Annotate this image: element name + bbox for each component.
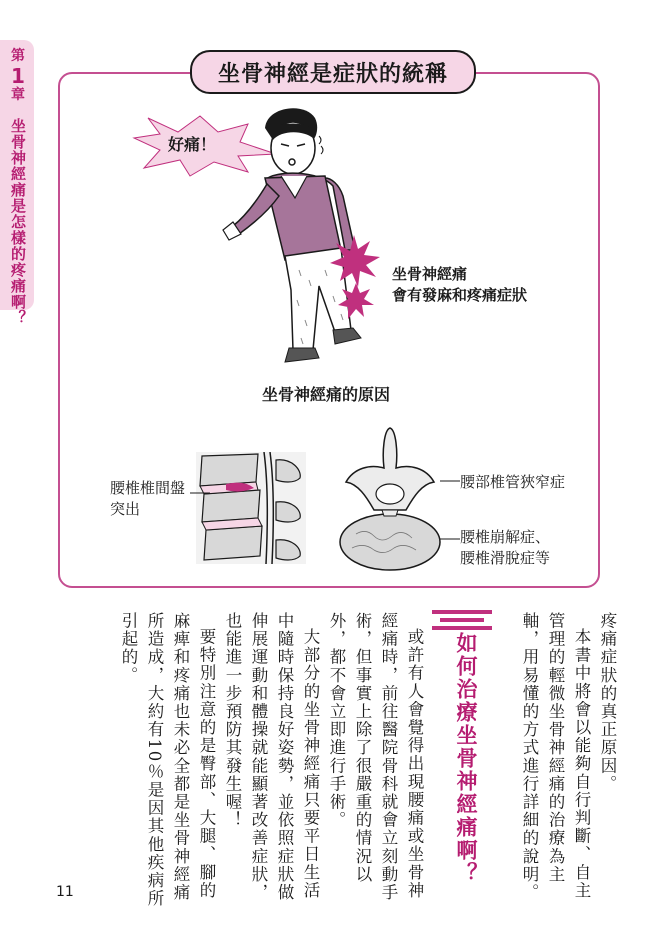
callout-line [190, 488, 210, 498]
body-column: 要特別注意的是臀部、大腿、腳的 [197, 628, 216, 900]
body-column: 術，但事實上除了很嚴重的情況以 [353, 612, 372, 884]
vertebra-top-illustration [330, 424, 450, 572]
speech-text: 好痛！ [168, 135, 217, 154]
page-number: 11 [56, 884, 74, 900]
body-column: 軸，用易懂的方式進行詳細的說明。 [520, 612, 539, 902]
body-column: 大部分的坐骨神經痛只要平日生活 [301, 628, 320, 900]
body-column: 中隨時保持良好姿勢，並依照症狀做 [275, 612, 294, 902]
body-column: 經痛時，前往醫院骨科就會立刻動手 [379, 612, 398, 902]
disc-herniation-label: 腰椎椎間盤 突出 [110, 479, 186, 518]
symptom-label: 坐骨神經痛 會有發麻和疼痛症狀 [392, 265, 528, 304]
heading-ornament [432, 608, 492, 632]
body-column: 疼痛症狀的真正原因。 [598, 612, 617, 793]
callout-line [440, 534, 460, 544]
spine-side-illustration [196, 452, 306, 564]
section-heading: 如何治療坐骨神經痛啊？ [454, 632, 478, 885]
causes-title: 坐骨神經痛的原因 [262, 385, 391, 404]
body-column: 本書中將會以能夠自行判斷、自主 [572, 628, 591, 900]
body-column: 麻痺和疼痛也未必全都是坐骨神經痛 [171, 612, 190, 902]
callout-line [440, 476, 460, 486]
body-column: 引起的。 [119, 612, 138, 685]
figure-banner: 坐骨神經是症狀的統稱 [190, 50, 476, 94]
chapter-number: 第 1 章 [11, 48, 25, 103]
body-column: 管理的輕微坐骨神經痛的治療為主 [546, 612, 565, 884]
spondylolysis-label: 腰椎崩解症、 腰椎滑脫症等 [460, 528, 551, 567]
pain-burst-icon [318, 235, 388, 325]
body-column: 外，都不會立即進行手術。 [327, 612, 346, 830]
body-column: 伸展運動和體操就能顯著改善症狀， [249, 612, 268, 902]
body-column: 或許有人會覺得出現腰痛或坐骨神 [405, 628, 424, 900]
chapter-title: 坐骨神經痛是怎樣的疼痛啊？ [9, 118, 27, 326]
stenosis-label: 腰部椎管狹窄症 [460, 473, 566, 491]
body-column: 所造成，大約有10％是因其他疾病所 [145, 612, 164, 908]
body-column: 也能進一步預防其發生喔！ [223, 612, 242, 830]
